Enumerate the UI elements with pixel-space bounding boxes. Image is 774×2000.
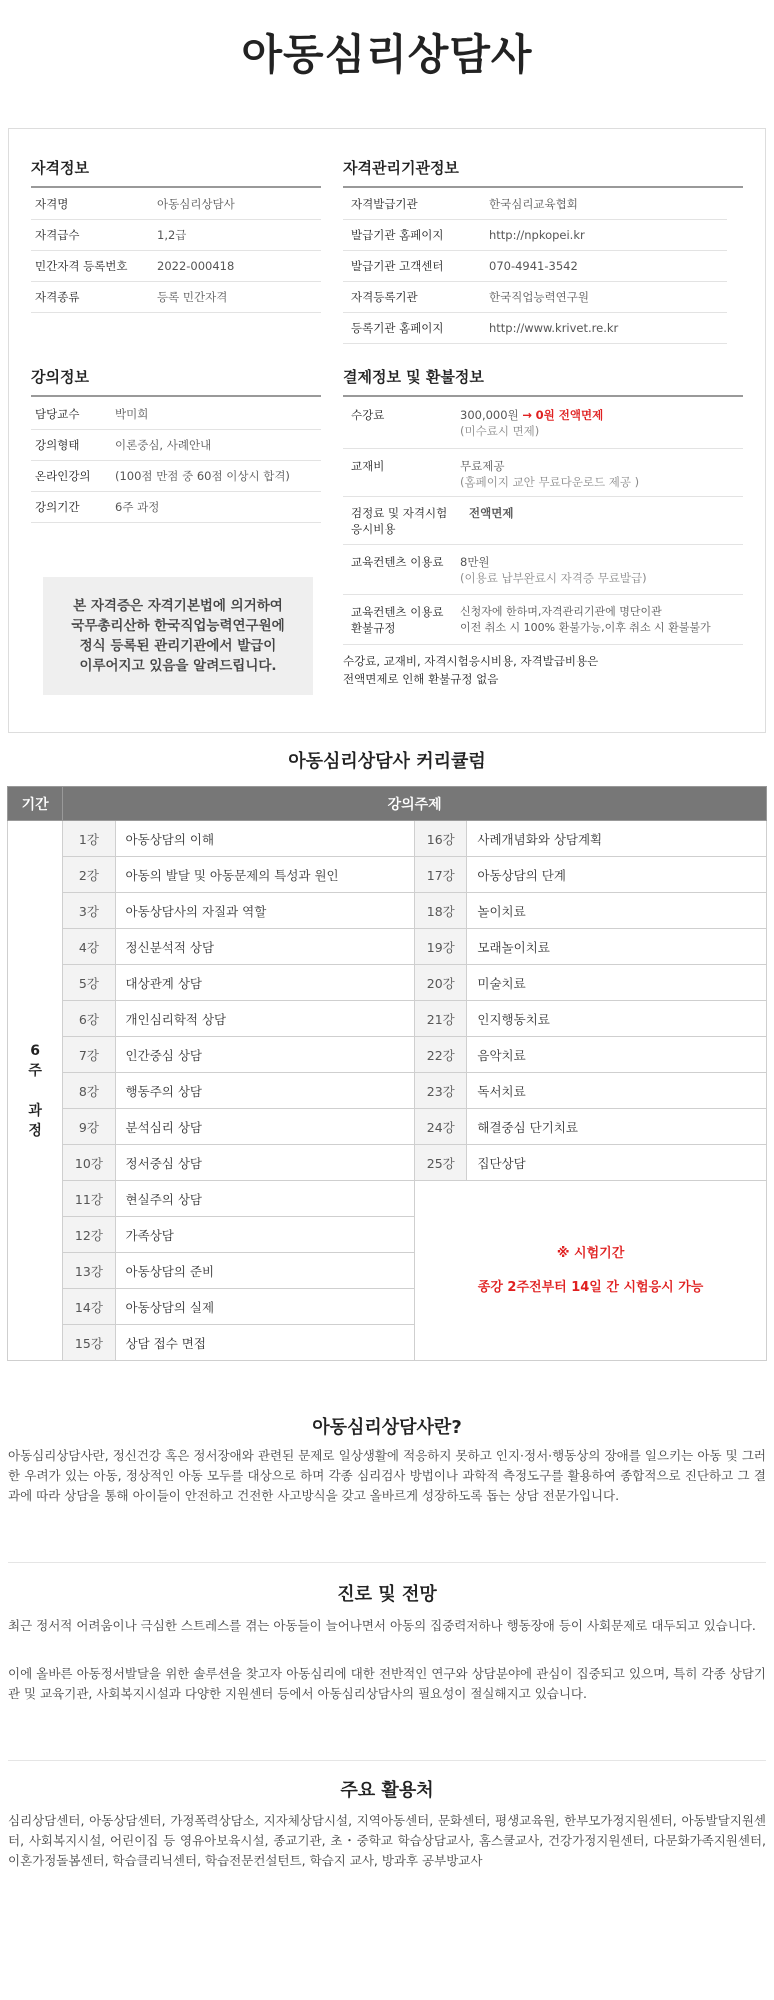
table-row xyxy=(8,1037,767,1073)
lecture-topic: 인간중심 상담 xyxy=(115,1037,415,1073)
lecture-topic: 아동상담의 실제 xyxy=(115,1289,415,1325)
table-row xyxy=(8,1073,767,1109)
lecture-value: (100점 만점 중 60점 이상시 합격) xyxy=(115,469,290,483)
agency-value: 한국직업능력연구원 xyxy=(489,290,589,304)
lecture-row xyxy=(31,492,321,523)
payment-note-line: 수강료, 교재비, 자격시험응시비용, 자격발급비용은 xyxy=(343,654,599,668)
qual-value: 1,2급 xyxy=(157,228,187,242)
notice-line: 이루어지고 있음을 알려드립니다. xyxy=(79,658,277,674)
period-header: 기간 xyxy=(8,787,63,821)
agency-key: 등록기관 홈페이지 xyxy=(351,321,444,335)
divider xyxy=(8,1760,766,1761)
exam-fee-label: 검정료 및 자격시험 xyxy=(351,506,448,520)
lecture-row xyxy=(31,430,321,461)
exam-fee-row xyxy=(343,497,743,545)
refund-value: 신청자에 한하며,자격관리기관에 명단이관 xyxy=(460,605,662,618)
lecture-row xyxy=(31,399,321,430)
curriculum-table xyxy=(7,786,767,1361)
lecture-topic: 집단상담 xyxy=(467,1145,767,1181)
lecture-number: 24강 xyxy=(415,1109,467,1145)
about-title: 아동심리상담사란? xyxy=(312,1417,462,1438)
lecture-number: 13강 xyxy=(63,1253,115,1289)
lecture-number: 25강 xyxy=(415,1145,467,1181)
exam-fee-value: 전액면제 xyxy=(469,506,514,520)
exam-period-cell xyxy=(415,1181,767,1361)
curriculum-title: 아동심리상담사 커리큘럼 xyxy=(288,751,486,772)
notice-line: 정식 등록된 관리기관에서 발급이 xyxy=(79,638,277,654)
lecture-topic: 정신분석적 상담 xyxy=(115,929,415,965)
lecture-topic: 대상관계 상담 xyxy=(115,965,415,1001)
period-cell xyxy=(8,821,63,1361)
refund-label: 환불규정 xyxy=(351,621,396,635)
lecture-topic: 사례개념화와 상담계획 xyxy=(467,821,767,857)
content-fee-row xyxy=(343,545,743,595)
info-box xyxy=(8,128,766,733)
qual-row xyxy=(31,189,321,220)
lecture-info-title: 강의정보 xyxy=(31,366,321,397)
career-title: 진로 및 전망 xyxy=(337,1584,437,1605)
lecture-topic: 독서치료 xyxy=(467,1073,767,1109)
agency-key: 자격등록기관 xyxy=(351,290,418,304)
payment-info-title: 결제정보 및 환불정보 xyxy=(343,366,743,397)
lecture-number: 11강 xyxy=(63,1181,115,1217)
lecture-topic: 정서중심 상담 xyxy=(115,1145,415,1181)
lecture-number: 3강 xyxy=(63,893,115,929)
tuition-row xyxy=(343,399,743,449)
material-value: 무료제공 xyxy=(460,459,505,473)
payment-note-line: 전액면제로 인해 환불규정 없음 xyxy=(343,672,499,686)
career-body-1: 최근 정서적 어려움이나 극심한 스트레스를 겪는 아동들이 늘어나면서 아동의 집중력저하나 행동장애 등이 사회문제로 대두되고 있습니다. xyxy=(8,1618,756,1633)
period-line: 6 xyxy=(30,1042,41,1059)
lecture-number: 4강 xyxy=(63,929,115,965)
lecture-topic: 아동상담의 단계 xyxy=(467,857,767,893)
lecture-topic: 미술치료 xyxy=(467,965,767,1001)
lecture-topic: 아동상담의 이해 xyxy=(115,821,415,857)
agency-homepage-link[interactable]: http://npkopei.kr xyxy=(489,228,585,242)
usage-body: 심리상담센터, 아동상담센터, 가정폭력상담소, 지자체상담시설, 지역아동센터, 문화센터, 평생교육원, 한부모가정지원센터, 아동발달지원센터, 사회복지시설, 어린이집 등 영유아보육시설, 종교기관, 초・중학교 학습상담교사, 홈스쿨교사, 건강가정지원센터, 다문화가족지원센터, 이혼가정돌봄센터, 학습클리닉센터, 학습전문컨설턴트, 학습지 교사, 방과후 공부방교사 xyxy=(8,1813,766,1868)
agency-key: 발급기관 고객센터 xyxy=(351,259,444,273)
lecture-value: 박미희 xyxy=(115,407,149,421)
lecture-topic: 현실주의 상담 xyxy=(115,1181,415,1217)
material-row xyxy=(343,449,743,497)
lecture-number: 16강 xyxy=(415,821,467,857)
notice-line: 국무총리산하 한국직업능력연구원에 xyxy=(71,618,285,634)
curriculum-header xyxy=(8,787,767,821)
tuition-free-badge: 0원 전액면제 xyxy=(535,408,604,422)
payment-note xyxy=(343,652,733,688)
lecture-number: 20강 xyxy=(415,965,467,1001)
refund-label: 교육컨텐츠 이용료 xyxy=(351,605,444,619)
agency-key: 발급기관 홈페이지 xyxy=(351,228,444,242)
material-label: 교재비 xyxy=(351,459,385,473)
qual-key: 자격명 xyxy=(35,197,69,211)
agency-row xyxy=(343,220,727,251)
arrow-icon: → xyxy=(522,408,532,422)
content-fee-sub: (이용료 납부완료시 자격증 무료발급) xyxy=(460,571,647,585)
table-row xyxy=(8,1001,767,1037)
career-body-2: 이에 올바른 아동정서발달을 위한 솔루션을 찾고자 아동심리에 대한 전반적인 연구와 상담분야에 관심이 집중되고 있으며, 특히 각종 상담기관 및 교육기관, 사회복지시설과 다양한 지원센터 등에서 아동심리상담사의 필요성이 절실해지고 있습니다. xyxy=(8,1666,766,1701)
period-line: 주 xyxy=(28,1062,42,1079)
lecture-number: 9강 xyxy=(63,1109,115,1145)
certification-notice xyxy=(43,577,313,695)
qual-row xyxy=(31,251,321,282)
lecture-number: 17강 xyxy=(415,857,467,893)
content-fee-label: 교육컨텐츠 이용료 xyxy=(351,555,444,569)
qual-row xyxy=(31,220,321,251)
lecture-number: 21강 xyxy=(415,1001,467,1037)
lecture-topic: 가족상담 xyxy=(115,1217,415,1253)
qual-row xyxy=(31,282,321,313)
material-sub: (홈페이지 교안 무료다운로드 제공 ) xyxy=(460,475,640,489)
agency-row xyxy=(343,251,727,282)
agency-row xyxy=(343,189,727,220)
lecture-topic: 음악치료 xyxy=(467,1037,767,1073)
lecture-row xyxy=(31,461,321,492)
lecture-value: 이론중심, 사례안내 xyxy=(115,438,212,452)
agency-key: 자격발급기관 xyxy=(351,197,418,211)
qual-key: 민간자격 등록번호 xyxy=(35,259,128,273)
lecture-number: 22강 xyxy=(415,1037,467,1073)
qual-value: 아동심리상담사 xyxy=(157,197,235,211)
qual-key: 자격급수 xyxy=(35,228,80,242)
lecture-number: 18강 xyxy=(415,893,467,929)
lecture-number: 2강 xyxy=(63,857,115,893)
lecture-number: 5강 xyxy=(63,965,115,1001)
tuition-original-price: 300,000원 xyxy=(460,408,519,422)
table-row xyxy=(8,857,767,893)
lecture-number: 8강 xyxy=(63,1073,115,1109)
lecture-number: 23강 xyxy=(415,1073,467,1109)
lecture-topic: 모래놀이치료 xyxy=(467,929,767,965)
lecture-number: 12강 xyxy=(63,1217,115,1253)
lecture-number: 14강 xyxy=(63,1289,115,1325)
notice-line: 본 자격증은 자격기본법에 의거하여 xyxy=(73,598,283,614)
qual-value: 등록 민간자격 xyxy=(157,290,228,304)
lecture-key: 온라인강의 xyxy=(35,469,91,483)
lecture-number: 15강 xyxy=(63,1325,115,1361)
agency-info-title: 자격관리기관정보 xyxy=(343,157,743,188)
lecture-topic: 개인심리학적 상담 xyxy=(115,1001,415,1037)
lecture-topic: 행동주의 상담 xyxy=(115,1073,415,1109)
registry-homepage-link[interactable]: http://www.krivet.re.kr xyxy=(489,321,619,335)
usage-title: 주요 활용처 xyxy=(340,1780,434,1801)
table-row xyxy=(8,1145,767,1181)
lecture-topic: 상담 접수 면접 xyxy=(115,1325,415,1361)
table-row xyxy=(8,1181,767,1217)
agency-row xyxy=(343,313,727,344)
lecture-number: 6강 xyxy=(63,1001,115,1037)
content-fee-value: 8만원 xyxy=(460,555,490,569)
agency-value: 070-4941-3542 xyxy=(489,259,578,273)
divider xyxy=(8,1562,766,1563)
period-line: 과 xyxy=(28,1102,42,1119)
lecture-number: 7강 xyxy=(63,1037,115,1073)
page-title: 아동심리상담사 xyxy=(241,30,533,79)
lecture-topic: 놀이치료 xyxy=(467,893,767,929)
lecture-topic: 인지행동치료 xyxy=(467,1001,767,1037)
lecture-number: 10강 xyxy=(63,1145,115,1181)
lecture-topic: 아동상담의 준비 xyxy=(115,1253,415,1289)
qual-info-title: 자격정보 xyxy=(31,157,321,188)
refund-row xyxy=(343,595,743,645)
lecture-value: 6주 과정 xyxy=(115,500,160,514)
exam-period-title: ※ 시험기간 xyxy=(556,1245,625,1261)
period-line: 정 xyxy=(28,1122,42,1139)
lecture-key: 강의형태 xyxy=(35,438,80,452)
lecture-number: 1강 xyxy=(63,821,115,857)
exam-fee-label: 응시비용 xyxy=(351,522,396,536)
lecture-topic: 아동상담사의 자질과 역할 xyxy=(115,893,415,929)
lecture-key: 강의기간 xyxy=(35,500,80,514)
table-row xyxy=(8,893,767,929)
lecture-topic: 아동의 발달 및 아동문제의 특성과 원인 xyxy=(115,857,415,893)
refund-value: 이전 취소 시 100% 환불가능,이후 취소 시 환불불가 xyxy=(460,621,711,634)
tuition-label: 수강료 xyxy=(351,408,385,422)
lecture-topic: 분석심리 상담 xyxy=(115,1109,415,1145)
exam-period-desc: 종강 2주전부터 14일 간 시험응시 가능 xyxy=(477,1279,704,1295)
table-row xyxy=(8,1109,767,1145)
lecture-topic: 해결중심 단기치료 xyxy=(467,1109,767,1145)
agency-value: 한국심리교육협회 xyxy=(489,197,578,211)
agency-row xyxy=(343,282,727,313)
qual-value: 2022-000418 xyxy=(157,259,235,273)
lecture-key: 담당교수 xyxy=(35,407,80,421)
period-spacer xyxy=(8,1081,62,1101)
tuition-sub: (미수료시 면제) xyxy=(460,424,540,438)
table-row xyxy=(8,929,767,965)
qual-key: 자격종류 xyxy=(35,290,80,304)
topic-header: 강의주제 xyxy=(63,787,767,821)
table-row xyxy=(8,821,767,857)
lecture-number: 19강 xyxy=(415,929,467,965)
about-body: 아동심리상담사란, 정신건강 혹은 정서장애와 관련된 문제로 일상생활에 적응하지 못하고 인지·정서·행동상의 장애를 일으키는 아동 및 그러한 우려가 있는 아동, 정상적인 아동 모두를 대상으로 하며 각종 심리검사 방법이나 과학적 측정도구를 활용하여 종합적으로 진단하고 그 결과에 따라 상담을 통해 아이들이 안전하고 건전한 사고방식을 갖고 올바르게 성장하도록 돕는 상담 전문가입니다. xyxy=(8,1448,766,1503)
table-row xyxy=(8,965,767,1001)
